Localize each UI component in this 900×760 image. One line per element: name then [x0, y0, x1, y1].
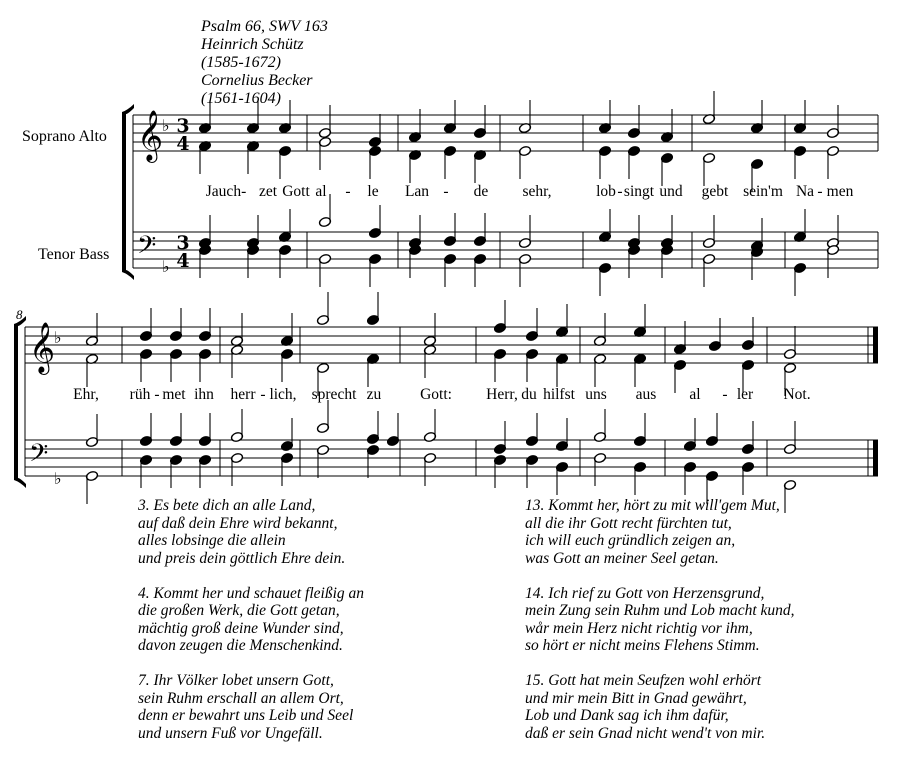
verse-line: mein Zung sein Ruhm und Lob macht kund, — [525, 602, 795, 619]
lyric-syllable: Herr, — [486, 386, 518, 403]
lyric-syllable: Jauch- — [205, 183, 247, 200]
lyric-syllable: met — [162, 386, 186, 403]
time-signature-bottom: 4 — [176, 133, 190, 155]
time-signature-top: 3 — [176, 115, 190, 137]
lyric-syllable: - — [722, 386, 728, 403]
bass-clef-icon: 𝄢 — [29, 439, 49, 474]
verse-line: so hört er nicht meins Flehens Stimm. — [525, 637, 760, 654]
lyric-syllable: aus — [635, 386, 657, 403]
verse-line: und preis dein göttlich Ehre dein. — [138, 549, 346, 567]
treble-clef-icon: 𝄞 — [29, 322, 56, 373]
lyric-syllable: zet — [258, 183, 278, 200]
lyric-syllable: herr — [230, 386, 256, 403]
lyric-syllable: sehr, — [522, 183, 552, 200]
flat-icon: ♭ — [54, 328, 62, 347]
verse-4 — [138, 585, 364, 655]
bass-clef-icon: 𝄢 — [137, 231, 157, 266]
verse-line: alles lobsinge die allein — [138, 532, 286, 549]
flat-icon: ♭ — [162, 257, 170, 276]
lyric-syllable: singt — [623, 183, 655, 200]
measure-number: 8 — [16, 307, 23, 322]
flat-icon: ♭ — [54, 469, 62, 488]
lyric-syllable: gebt — [701, 183, 729, 200]
lyric-syllable: zu — [366, 386, 382, 403]
verse-line: mächtig groß deine Wunder sind, — [138, 619, 344, 637]
treble-clef-icon: 𝄞 — [137, 110, 164, 161]
system1-treble-staff — [133, 115, 878, 151]
verse-line: sein Ruhm erschall an allem Ort, — [138, 689, 344, 707]
verse-line: und mir mein Bitt in Gnad gewährt, — [525, 689, 747, 707]
verse-line: ich will euch gründlich zeigen an, — [525, 532, 736, 549]
time-signature-top: 3 — [176, 232, 190, 254]
lyric-syllable: sprecht — [311, 386, 357, 403]
verse-line: all die ihr Gott recht fürchten tut, — [525, 514, 732, 532]
verse-13 — [525, 497, 795, 567]
lyric-syllable: hilfst — [543, 386, 575, 403]
final-barline — [873, 327, 878, 476]
lyric-syllable: al — [315, 183, 327, 200]
verse-line: 7. Ihr Völker lobet unsern Gott, — [138, 672, 334, 689]
lyric-syllable: sein'm — [743, 183, 783, 200]
lyric-syllable: - — [345, 183, 351, 200]
verse-3 — [138, 497, 364, 567]
verse-line: auf daß dein Ehre wird bekannt, — [138, 514, 338, 532]
part-label-soprano-alto: Soprano Alto — [22, 128, 107, 145]
verse-line: 3. Es bete dich an alle Land, — [138, 497, 316, 514]
lyric-syllable: ler — [736, 386, 754, 403]
lyric-syllable: al — [689, 386, 701, 403]
lyric-syllable: rüh — [129, 386, 151, 403]
lyric-syllable: Ehr, — [73, 386, 99, 403]
verse-line: und unsern Fuß vor Ungefäll. — [138, 724, 323, 742]
header-title: Psalm 66, SWV 163 — [201, 18, 328, 35]
lyric-syllable: Not. — [783, 386, 811, 403]
verse-line: die großen Werk, die Gott getan, — [138, 602, 340, 619]
verse-line: 13. Kommt her, hört zu mit will'gem Mut, — [525, 497, 780, 514]
verse-line: 15. Gott hat mein Seufzen wohl erhört — [525, 672, 762, 689]
lyric-syllable: - — [154, 386, 160, 403]
lyric-syllable: - — [817, 183, 823, 200]
lyric-syllable: und — [659, 183, 683, 200]
lyric-syllable: - — [617, 183, 623, 200]
lyric-syllable: Lan — [404, 183, 430, 200]
lyric-syllable: uns — [585, 386, 607, 403]
verse-line: 14. Ich rief zu Gott von Herzensgrund, — [525, 584, 765, 602]
lyric-syllable: ihn — [194, 386, 214, 403]
lyric-syllable: - — [260, 386, 266, 403]
part-label-tenor-bass: Tenor Bass — [38, 246, 110, 263]
verse-line: Lob und Dank sag ich ihm dafür, — [525, 707, 729, 724]
lyric-syllable: du — [521, 386, 537, 403]
verse-line: wår mein Herz nicht richtig vor ihm, — [525, 619, 753, 637]
verses-right-column — [525, 497, 795, 760]
header-lyricist: Cornelius Becker — [201, 72, 313, 89]
lyric-syllable: - — [443, 183, 449, 200]
header-composer: Heinrich Schütz — [201, 36, 304, 53]
verse-14 — [525, 585, 795, 655]
lyric-syllable: de — [473, 183, 489, 200]
header-lyricist-dates: (1561-1604) — [201, 90, 281, 107]
verse-line: davon zeugen die Menschenkind. — [138, 637, 343, 654]
verse-line: was Gott an meiner Seel getan. — [525, 549, 719, 567]
flat-icon: ♭ — [162, 116, 170, 135]
verse-line: daß er sein Gnad nicht wend't von mir. — [525, 724, 766, 742]
verse-15 — [525, 672, 795, 742]
verse-7 — [138, 672, 364, 742]
system1-bass-staff — [133, 232, 878, 268]
verse-line: denn er bewahrt uns Leib und Seel — [138, 707, 354, 724]
verse-line: 4. Kommt her und schauet fleißig an — [138, 584, 365, 602]
lyric-syllable: lich, — [269, 386, 297, 403]
lyric-syllable: Gott: — [420, 386, 452, 403]
lyric-syllable: lob — [596, 183, 616, 200]
header-composer-dates: (1585-1672) — [201, 54, 281, 71]
system-brackets — [14, 104, 134, 488]
time-signature-bottom: 4 — [176, 250, 190, 272]
lyric-syllable: le — [367, 183, 379, 200]
note-group — [85, 91, 839, 513]
lyric-syllable: Gott — [282, 183, 310, 200]
verses-left-column — [138, 497, 364, 760]
lyric-syllable: Na — [795, 183, 815, 200]
lyric-syllable: men — [826, 183, 854, 200]
